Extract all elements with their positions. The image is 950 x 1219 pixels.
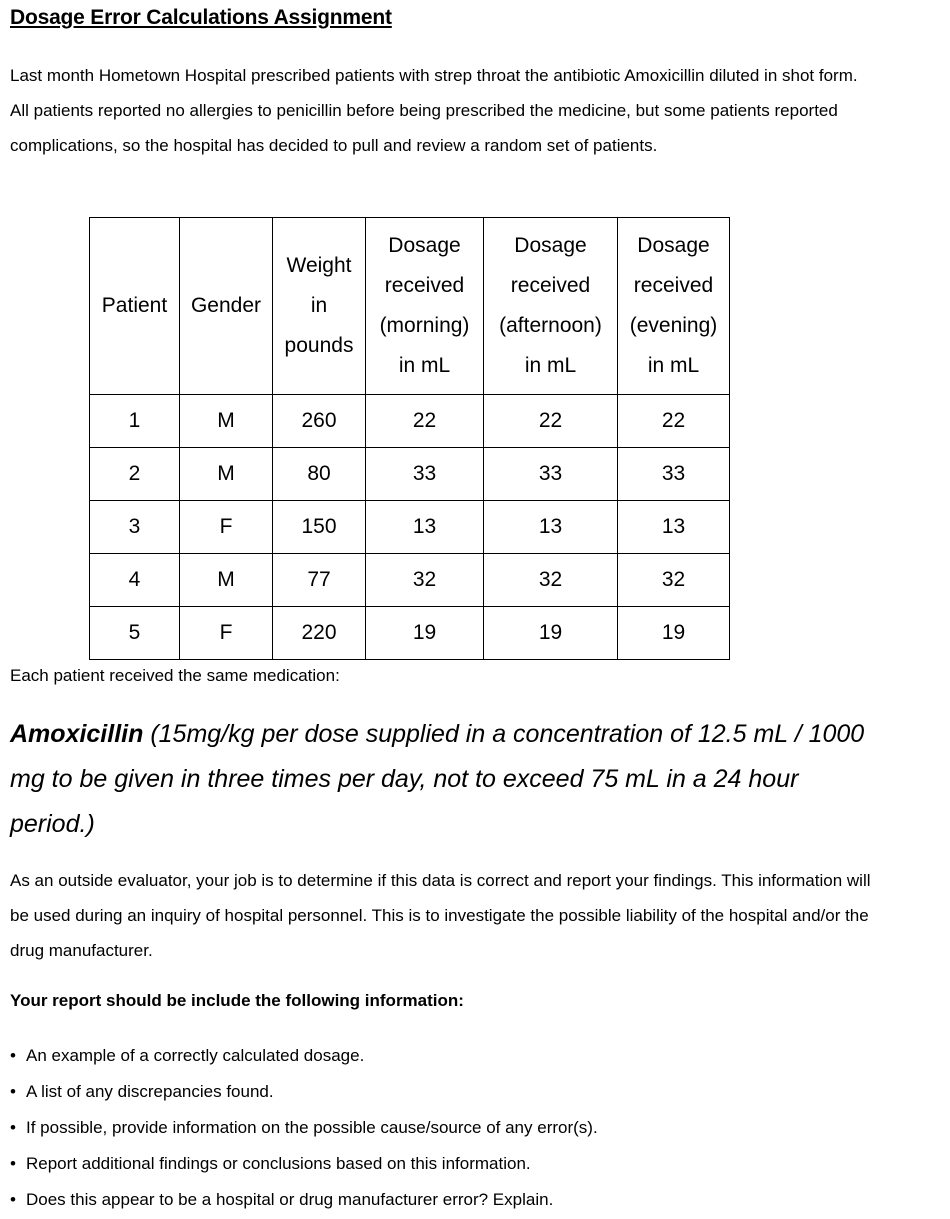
- cell-weight: 220: [273, 607, 366, 660]
- cell-morning: 22: [366, 395, 484, 448]
- cell-evening: 32: [618, 554, 730, 607]
- list-item: • Report additional findings or conclusions based on this information.: [10, 1146, 598, 1182]
- cell-patient: 4: [90, 554, 180, 607]
- cell-patient: 5: [90, 607, 180, 660]
- cell-afternoon: 22: [484, 395, 618, 448]
- cell-patient: 1: [90, 395, 180, 448]
- medication-name: Amoxicillin: [10, 720, 144, 748]
- table-header-row: [90, 218, 730, 395]
- bullet-icon: •: [10, 1082, 16, 1101]
- intro-paragraph: Last month Hometown Hospital prescribed patients with strep throat the antibiotic Amoxicillin diluted in shot form. All patients reported no allergies to penicillin before being prescribed the medicine, but some patients reported complications, so the hospital has decided to pull and review a random set of patients.: [10, 66, 858, 155]
- cell-patient: 2: [90, 448, 180, 501]
- cell-evening: 22: [618, 395, 730, 448]
- evaluator-paragraph: As an outside evaluator, your job is to determine if this data is correct and report your findings. This information will be used during an inquiry of hospital personnel. This is to investigate the possible liability of the hospital and/or the drug manufacturer.: [10, 871, 871, 960]
- page-title: Dosage Error Calculations Assignment: [10, 6, 392, 29]
- table-row: [90, 554, 730, 607]
- table-row: [90, 607, 730, 660]
- cell-weight: 77: [273, 554, 366, 607]
- cell-gender: M: [180, 554, 273, 607]
- cell-morning: 13: [366, 501, 484, 554]
- cell-morning: 19: [366, 607, 484, 660]
- list-item: • A list of any discrepancies found.: [10, 1074, 598, 1110]
- cell-morning: 32: [366, 554, 484, 607]
- cell-evening: 19: [618, 607, 730, 660]
- cell-afternoon: 13: [484, 501, 618, 554]
- cell-gender: M: [180, 448, 273, 501]
- dosage-table: [89, 217, 730, 660]
- header-weight: Weight in pounds: [273, 218, 366, 395]
- header-patient: Patient: [90, 218, 180, 395]
- table-row: [90, 448, 730, 501]
- table-row: [90, 501, 730, 554]
- cell-evening: 33: [618, 448, 730, 501]
- cell-weight: 150: [273, 501, 366, 554]
- cell-patient: 3: [90, 501, 180, 554]
- cell-morning: 33: [366, 448, 484, 501]
- bullet-icon: •: [10, 1118, 16, 1137]
- report-requirements-heading: Your report should be include the following information:: [10, 991, 464, 1010]
- same-medication-note: Each patient received the same medication:: [10, 666, 340, 685]
- bullet-icon: •: [10, 1190, 16, 1209]
- cell-gender: M: [180, 395, 273, 448]
- header-gender: Gender: [180, 218, 273, 395]
- list-item: • If possible, provide information on the possible cause/source of any error(s).: [10, 1110, 598, 1146]
- cell-gender: F: [180, 501, 273, 554]
- medication-details: (15mg/kg per dose supplied in a concentration of 12.5 mL / 1000 mg to be given in three times per day, not to exceed 75 mL in a 24 hour period.): [10, 720, 865, 838]
- cell-evening: 13: [618, 501, 730, 554]
- header-dosage-evening: Dosage received (evening) in mL: [618, 218, 730, 395]
- cell-afternoon: 33: [484, 448, 618, 501]
- cell-afternoon: 19: [484, 607, 618, 660]
- header-dosage-morning: Dosage received (morning) in mL: [366, 218, 484, 395]
- header-dosage-afternoon: Dosage received (afternoon) in mL: [484, 218, 618, 395]
- medication-instructions: [10, 712, 870, 847]
- cell-afternoon: 32: [484, 554, 618, 607]
- list-item: • An example of a correctly calculated dosage.: [10, 1038, 598, 1074]
- requirements-list: [10, 1038, 598, 1218]
- cell-gender: F: [180, 607, 273, 660]
- bullet-icon: •: [10, 1154, 16, 1173]
- list-item: • Does this appear to be a hospital or drug manufacturer error? Explain.: [10, 1182, 598, 1218]
- bullet-icon: •: [10, 1046, 16, 1065]
- cell-weight: 80: [273, 448, 366, 501]
- cell-weight: 260: [273, 395, 366, 448]
- table-row: [90, 395, 730, 448]
